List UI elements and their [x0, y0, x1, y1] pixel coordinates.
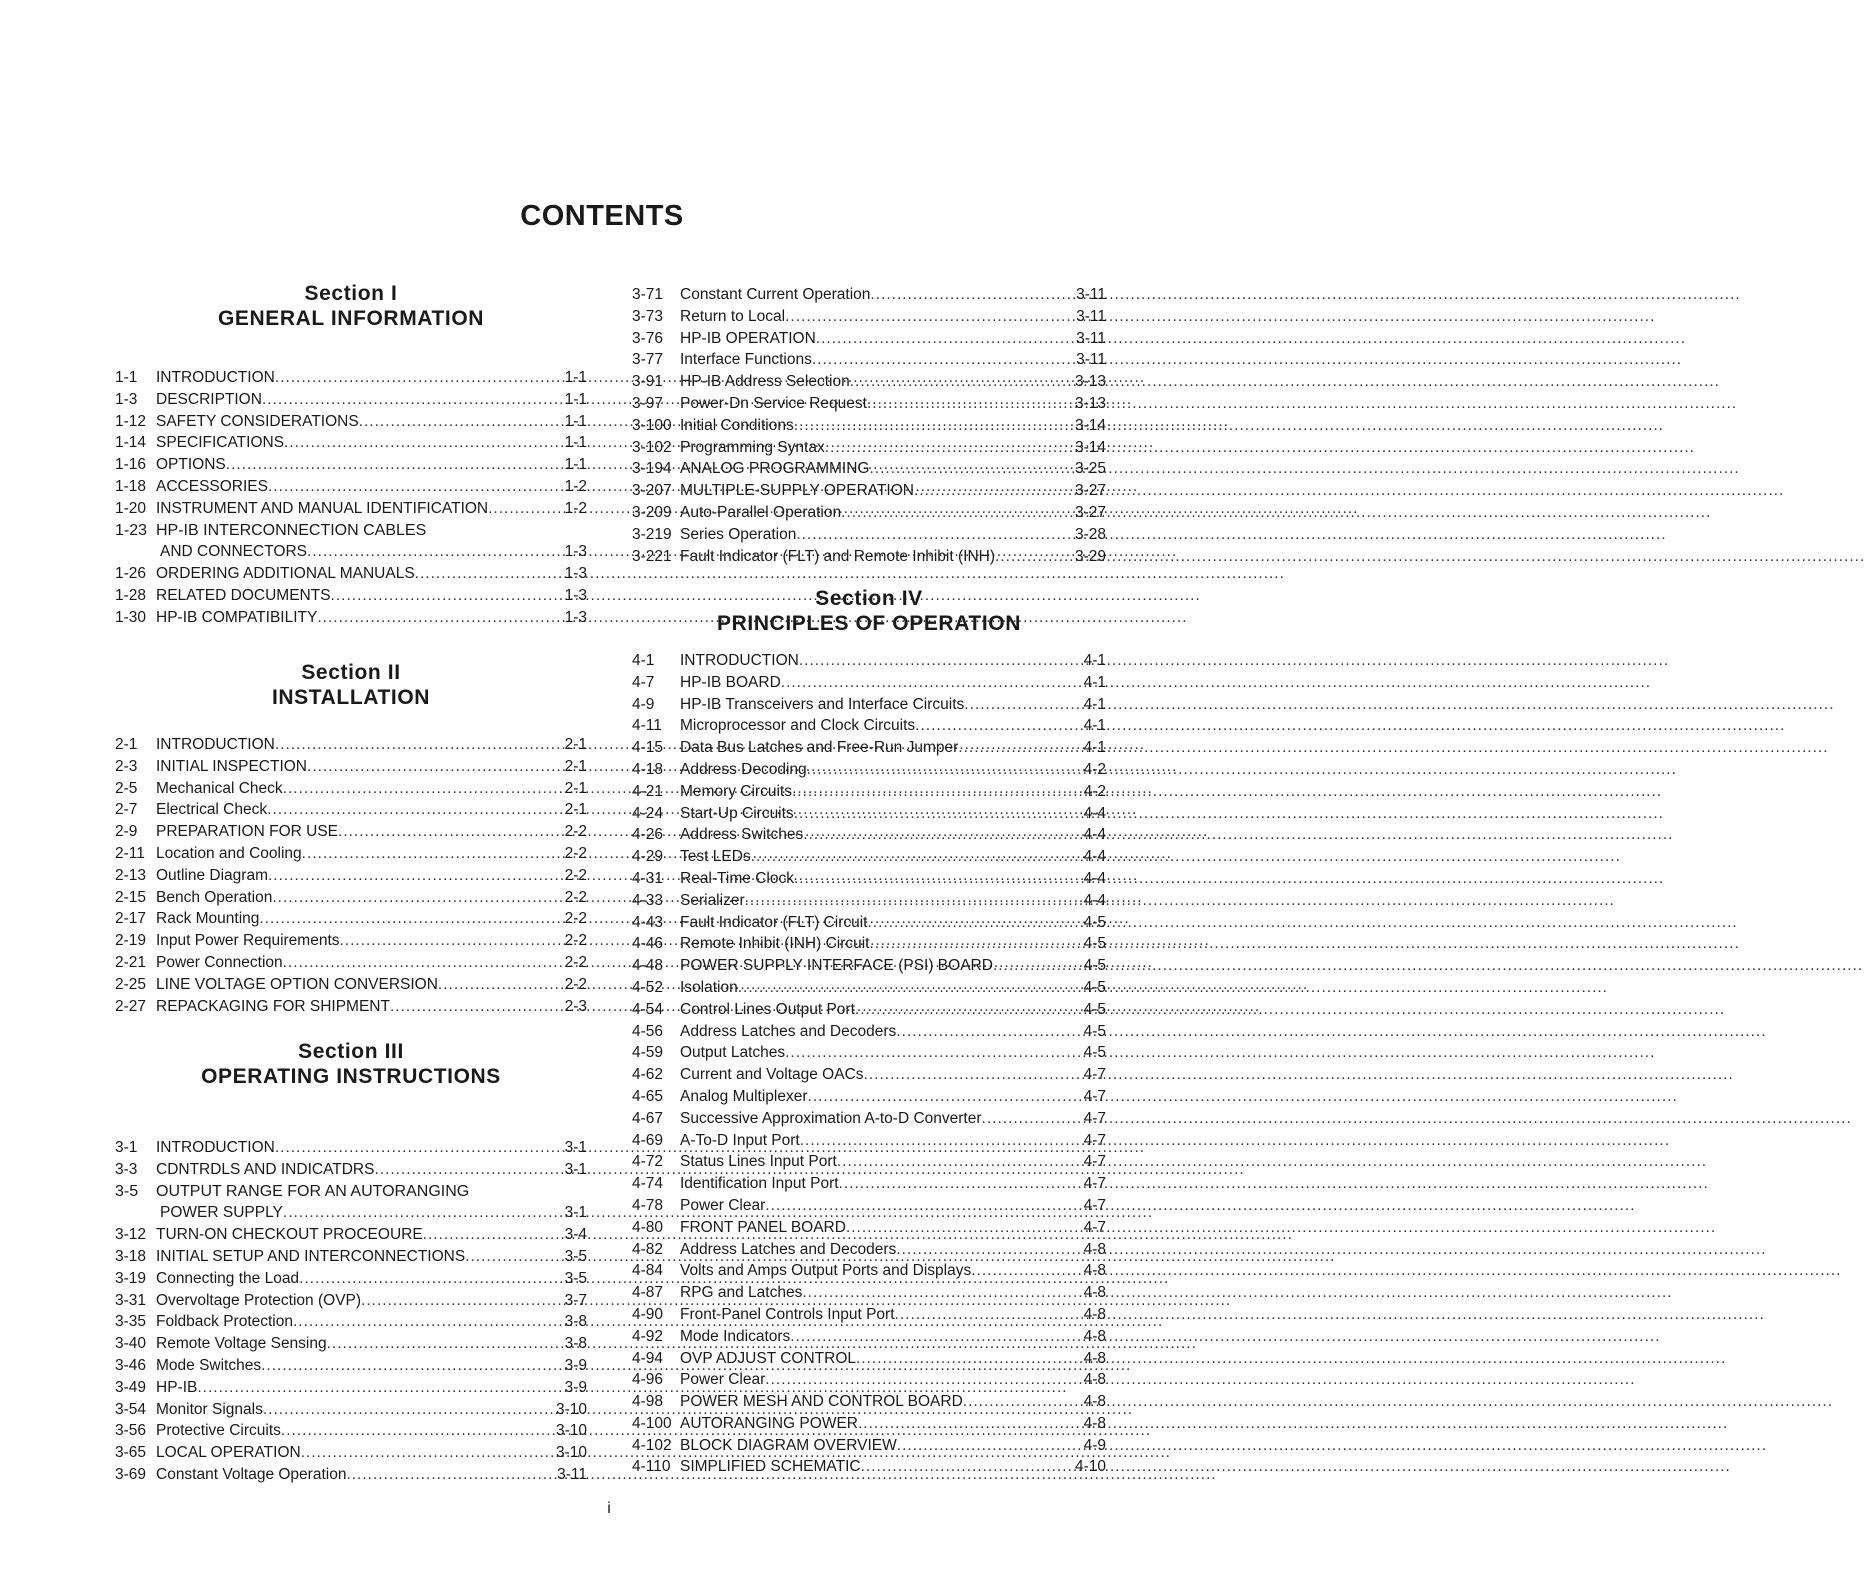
toc-entry[interactable]: 1-28 RELATED DOCUMENTS ..... 1-3: [115, 585, 587, 607]
toc-entry[interactable]: 4-9 HP-IB Transceivers and Interface Circuits ..... 4-1: [632, 694, 1106, 716]
toc-entry[interactable]: 4-110 SIMPLIFIED SCHEMATIC ..... 4-10: [632, 1456, 1106, 1478]
toc-entry[interactable]: 3-12 TURN-ON CHECKOUT PROCEOURE ..... 3-4: [115, 1224, 587, 1246]
toc-entry[interactable]: 3-219 Series Operation ..... 3-28: [632, 524, 1106, 546]
toc-entry[interactable]: 1-3 DESCRIPTION ..... 1-1: [115, 389, 587, 411]
toc-entry[interactable]: 4-69 A-To-D Input Port ..... 4-7: [632, 1130, 1106, 1152]
toc-entry[interactable]: 4-24 Start-Up Circuits ..... 4-4: [632, 803, 1106, 825]
toc-entry[interactable]: 4-46 Remote Inhibit (INH) Circuit ..... 4-5: [632, 933, 1106, 955]
toc-entry[interactable]: 4-54 Control Lines Output Port ..... 4-5: [632, 999, 1106, 1021]
toc-entry[interactable]: 4-11 Microprocessor and Clock Circuits ..... 4-1: [632, 715, 1106, 737]
section-4-label: Section IV: [815, 587, 923, 610]
toc-entry[interactable]: 1-16 OPTIONS ..... 1-1: [115, 454, 587, 476]
toc-entry[interactable]: 3-65 LOCAL OPERATION ..... 3-10: [115, 1442, 587, 1464]
toc-entry[interactable]: 2-1 INTRODUCTION ..... 2-1: [115, 734, 587, 756]
toc-entry[interactable]: 4-18 Address Decoding ..... 4-2: [632, 759, 1106, 781]
toc-entry[interactable]: 3-97 Power-Dn Service Request ..... 3-13: [632, 393, 1106, 415]
toc-entry[interactable]: 4-1 INTRODUCTION ..... 4-1: [632, 650, 1106, 672]
section-2-entries: [115, 734, 587, 1017]
toc-entry[interactable]: 3-56 Protective Circuits ..... 3-10: [115, 1420, 587, 1442]
toc-entry[interactable]: 4-87 RPG and Latches ..... 4-8: [632, 1282, 1106, 1304]
toc-entry[interactable]: 4-33 Serializer ..... 4-4: [632, 890, 1106, 912]
toc-entry[interactable]: 3-76 HP-IB OPERATION ..... 3-11: [632, 328, 1106, 350]
toc-entry[interactable]: 3-209 Auto-Parallel Operation ..... 3-27: [632, 502, 1106, 524]
toc-entry[interactable]: 3-71 Constant Current Operation ..... 3-11: [632, 284, 1106, 306]
toc-entry[interactable]: 4-96 Power Clear ..... 4-8: [632, 1369, 1106, 1391]
toc-entry[interactable]: 3-100 Initial Conditions ..... 3-14: [632, 415, 1106, 437]
toc-entry[interactable]: 3-73 Return to Local ..... 3-11: [632, 306, 1106, 328]
toc-entry[interactable]: 4-15 Data Bus Latches and Free-Run Jumper ..... 4-1: [632, 737, 1106, 759]
section-3-title: OPERATING INSTRUCTIONS: [201, 1065, 501, 1088]
page-title: CONTENTS: [520, 200, 684, 232]
toc-entry[interactable]: 3-207 MULTIPLE-SUPPLY OPERATION ..... 3-27: [632, 480, 1106, 502]
toc-entry[interactable]: 2-15 Bench Operation ..... 2-2: [115, 887, 587, 909]
toc-entry[interactable]: 4-59 Output Latches ..... 4-5: [632, 1042, 1106, 1064]
toc-entry[interactable]: 3-19 Connecting the Load ..... 3-5: [115, 1268, 587, 1290]
toc-entry[interactable]: 4-98 POWER MESH AND CONTROL BOARD ..... 4-8: [632, 1391, 1106, 1413]
toc-entry[interactable]: 4-7 HP-IB BOARD ..... 4-1: [632, 672, 1106, 694]
toc-entry[interactable]: 3-54 Monitor Signals ..... 3-10: [115, 1399, 587, 1421]
toc-entry[interactable]: 3-18 INITIAL SETUP AND INTERCONNECTIONS ..... 3-5: [115, 1246, 587, 1268]
page-number: i: [607, 1500, 611, 1517]
toc-entry[interactable]: 2-7 Electrical Check ..... 2-1: [115, 799, 587, 821]
toc-entry[interactable]: 1-12 SAFETY CONSIDERATIONS ..... 1-1: [115, 411, 587, 433]
toc-entry[interactable]: 4-48 POWER SUPPLY INTERFACE (PSI) BOARD ..... 4-5: [632, 955, 1106, 977]
toc-entry[interactable]: 4-94 OVP ADJUST CONTROL ..... 4-8: [632, 1348, 1106, 1370]
toc-entry[interactable]: 2-11 Location and Cooling ..... 2-2: [115, 843, 587, 865]
section-3-entries: [115, 1137, 587, 1486]
toc-entry[interactable]: 4-80 FRONT PANEL BOARD ..... 4-7: [632, 1217, 1106, 1239]
section-2-label: Section II: [301, 661, 401, 684]
toc-entry[interactable]: 1-18 ACCESSORIES ..... 1-2: [115, 476, 587, 498]
toc-entry[interactable]: 4-62 Current and Voltage OACs ..... 4-7: [632, 1064, 1106, 1086]
toc-entry[interactable]: 2-17 Rack Mounting ..... 2-2: [115, 908, 587, 930]
toc-entry[interactable]: 3-91 HP-IB Address Selection ..... 3-13: [632, 371, 1106, 393]
toc-entry[interactable]: 3-35 Foldback Protection ..... 3-8: [115, 1311, 587, 1333]
toc-entry[interactable]: 3-3 CDNTRDLS AND INDICATDRS ..... 3-1: [115, 1159, 587, 1181]
toc-entry[interactable]: 4-100 AUTORANGING POWER ..... 4-8: [632, 1413, 1106, 1435]
toc-entry[interactable]: 4-78 Power Clear ..... 4-7: [632, 1195, 1106, 1217]
toc-entry[interactable]: 3-221 Fault Indicator (FLT) and Remote Inhibit (INH) ..... 3-29: [632, 546, 1106, 568]
toc-entry[interactable]: 2-5 Mechanical Check ..... 2-1: [115, 778, 587, 800]
toc-entry[interactable]: 4-67 Successive Approximation A-to-D Converter ..... 4-7: [632, 1108, 1106, 1130]
toc-entry[interactable]: 4-26 Address Switches ..... 4-4: [632, 824, 1106, 846]
toc-entry[interactable]: 4-21 Memory Circuits ..... 4-2: [632, 781, 1106, 803]
toc-entry[interactable]: 1-23 HP-IB INTERCONNECTION CABLES AND CONNECTORS ..... 1-3: [115, 520, 587, 564]
toc-entry[interactable]: 3-1 INTRODUCTION ..... 3-1: [115, 1137, 587, 1159]
toc-entry[interactable]: 2-21 Power Connection ..... 2-2: [115, 952, 587, 974]
section-2-heading: [115, 660, 587, 710]
toc-entry[interactable]: 1-20 INSTRUMENT AND MANUAL IDENTIFICATION ..... 1-2: [115, 498, 587, 520]
toc-entry[interactable]: 1-30 HP-IB COMPATIBILITY ..... 1-3: [115, 607, 587, 629]
toc-entry[interactable]: 2-25 LINE VOLTAGE OPTION CONVERSION ..... 2-2: [115, 974, 587, 996]
toc-entry[interactable]: 2-27 REPACKAGING FOR SHIPMENT ..... 2-3: [115, 996, 587, 1018]
section-4-title: PRINCIPLES OF OPERATION: [717, 612, 1021, 635]
toc-entry[interactable]: 3-31 Overvoltage Protection (OVP) ..... 3-7: [115, 1290, 587, 1312]
section-1-heading: [115, 281, 587, 331]
toc-entry[interactable]: 3-69 Constant Voltage Operation ..... 3-11: [115, 1464, 587, 1486]
toc-entry[interactable]: 4-102 BLOCK DIAGRAM OVERVIEW ..... 4-9: [632, 1435, 1106, 1457]
toc-entry[interactable]: 4-43 Fault Indicator (FLT) Circuit ..... 4-5: [632, 912, 1106, 934]
toc-entry[interactable]: 4-84 Volts and Amps Output Ports and Displays ..... 4-8: [632, 1260, 1106, 1282]
toc-entry[interactable]: 3-194 ANALOG PROGRAMMING ..... 3-25: [632, 458, 1106, 480]
toc-entry[interactable]: 3-102 Programming Syntax ..... 3-14: [632, 437, 1106, 459]
toc-entry[interactable]: 1-1 INTRODUCTION ..... 1-1: [115, 367, 587, 389]
toc-entry[interactable]: 4-92 Mode Indicators ..... 4-8: [632, 1326, 1106, 1348]
toc-entry[interactable]: 4-90 Front-Panel Controls Input Port ..... 4-8: [632, 1304, 1106, 1326]
section-1-label: Section I: [304, 282, 398, 305]
toc-entry[interactable]: 2-3 INITIAL INSPECTION ..... 2-1: [115, 756, 587, 778]
toc-entry[interactable]: 4-52 Isolation ..... 4-5: [632, 977, 1106, 999]
toc-entry[interactable]: 2-13 Outline Diagram ..... 2-2: [115, 865, 587, 887]
section-3-continued-entries: [632, 284, 1106, 567]
toc-entry[interactable]: 2-9 PREPARATION FOR USE ..... 2-2: [115, 821, 587, 843]
toc-entry[interactable]: 4-82 Address Latches and Decoders ..... 4-8: [632, 1239, 1106, 1261]
toc-entry[interactable]: 4-56 Address Latches and Decoders ..... 4-5: [632, 1021, 1106, 1043]
toc-entry[interactable]: 3-77 Interface Functions ..... 3-11: [632, 349, 1106, 371]
toc-entry[interactable]: 3-40 Remote Voltage Sensing ..... 3-8: [115, 1333, 587, 1355]
section-3-label: Section III: [298, 1040, 404, 1063]
toc-entry[interactable]: 4-29 Test LEDs ..... 4-4: [632, 846, 1106, 868]
toc-entry[interactable]: 4-31 Real-Time Clock ..... 4-4: [632, 868, 1106, 890]
toc-entry[interactable]: 1-14 SPECIFICATIONS ..... 1-1: [115, 432, 587, 454]
section-2-title: INSTALLATION: [271, 686, 431, 709]
toc-entry[interactable]: 1-26 ORDERING ADDITIONAL MANUALS ..... 1-3: [115, 563, 587, 585]
section-1-title: GENERAL INFORMATION: [217, 307, 485, 330]
toc-entry[interactable]: 4-65 Analog Multiplexer ..... 4-7: [632, 1086, 1106, 1108]
section-4-heading: [632, 586, 1106, 636]
section-3-heading: [115, 1039, 587, 1089]
toc-entry[interactable]: 3-46 Mode Switches ..... 3-9: [115, 1355, 587, 1377]
toc-entry[interactable]: 4-72 Status Lines Input Port ..... 4-7: [632, 1151, 1106, 1173]
toc-entry[interactable]: 2-19 Input Power Requirements ..... 2-2: [115, 930, 587, 952]
toc-entry[interactable]: 4-74 Identification Input Port ..... 4-7: [632, 1173, 1106, 1195]
toc-entry[interactable]: 3-5 OUTPUT RANGE FOR AN AUTORANGING POWER SUPPLY ..... 3-1: [115, 1181, 587, 1225]
section-1-entries: [115, 367, 587, 629]
section-4-entries: [632, 650, 1106, 1478]
toc-entry[interactable]: 3-49 HP-IB ..... 3-9: [115, 1377, 587, 1399]
